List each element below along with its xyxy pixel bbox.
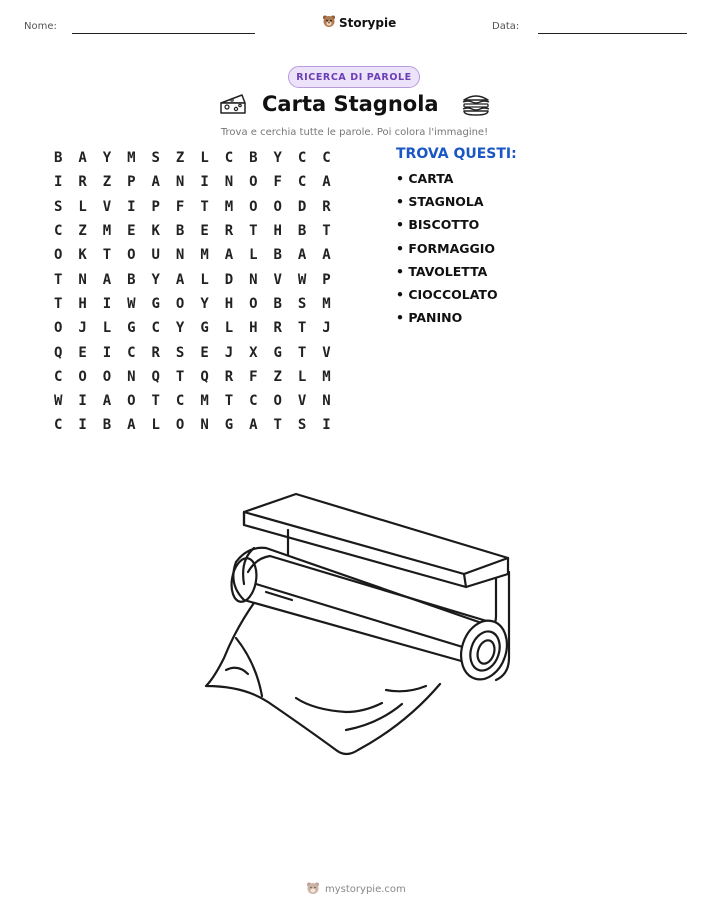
grid-letter[interactable]: A	[322, 247, 331, 264]
word-list-item: • STAGNOLA	[396, 194, 484, 210]
grid-letter[interactable]: T	[102, 247, 112, 264]
grid-letter[interactable]: G	[200, 320, 209, 337]
grid-letter[interactable]: Z	[102, 174, 112, 191]
grid-letter[interactable]: S	[175, 344, 185, 361]
name-label: Nome:	[24, 21, 57, 32]
word-list-item: • FORMAGGIO	[396, 240, 496, 256]
grid-letter[interactable]: B	[297, 223, 307, 240]
grid-letter[interactable]: Z	[78, 223, 87, 240]
grid-letter[interactable]: I	[322, 417, 331, 434]
grid-letter[interactable]: C	[249, 393, 258, 410]
grid-letter[interactable]: T	[53, 295, 63, 312]
grid-letter[interactable]: M	[102, 223, 112, 240]
grid-letter[interactable]: R	[224, 368, 234, 385]
word-list-item: • TAVOLETTA	[396, 263, 488, 279]
grid-letter[interactable]: N	[249, 271, 258, 288]
grid-letter[interactable]: C	[175, 393, 185, 410]
grid-letter[interactable]: T	[200, 198, 209, 215]
word-list-item: • CIOCCOLATO	[396, 286, 498, 302]
name-line	[72, 33, 255, 34]
word-list-item: • PANINO	[396, 310, 463, 326]
grid-letter[interactable]: O	[102, 368, 112, 385]
grid-letter[interactable]: Q	[53, 344, 63, 361]
grid-letter[interactable]: R	[224, 223, 234, 240]
grid-letter[interactable]: N	[175, 247, 185, 264]
grid-letter[interactable]: L	[78, 198, 87, 215]
brand-name: Storypie	[339, 15, 397, 30]
grid-row	[46, 243, 339, 267]
grid-letter[interactable]: Y	[200, 295, 209, 312]
grid-letter[interactable]: H	[273, 223, 282, 240]
grid-letter[interactable]: F	[175, 198, 185, 215]
grid-letter[interactable]: U	[151, 247, 160, 264]
grid-letter[interactable]: E	[127, 223, 136, 240]
grid-letter[interactable]: M	[200, 247, 209, 264]
instructions: Trova e cerchia tutte le parole. Poi colora l'immagine!	[220, 127, 489, 138]
grid-letter[interactable]: A	[78, 150, 87, 167]
grid-letter[interactable]: W	[297, 271, 307, 288]
grid-letter[interactable]: O	[273, 393, 282, 410]
grid-letter[interactable]: C	[53, 223, 63, 240]
bear-face-icon	[306, 880, 320, 899]
grid-letter[interactable]: D	[297, 198, 307, 215]
grid-letter[interactable]: O	[249, 198, 258, 215]
grid-letter[interactable]: I	[102, 295, 112, 312]
grid-letter[interactable]: L	[224, 320, 234, 337]
grid-letter[interactable]: C	[53, 417, 63, 434]
date-label: Data:	[492, 21, 520, 32]
grid-letter[interactable]: C	[322, 150, 331, 167]
grid-letter[interactable]: O	[249, 295, 258, 312]
grid-row	[46, 170, 339, 194]
grid-letter[interactable]: F	[249, 368, 258, 385]
grid-letter[interactable]: H	[249, 320, 258, 337]
grid-letter[interactable]: E	[78, 344, 87, 361]
date-line	[538, 33, 687, 34]
grid-letter[interactable]: L	[151, 417, 160, 434]
grid-letter[interactable]: M	[200, 393, 209, 410]
grid-letter[interactable]: Y	[151, 271, 160, 288]
grid-letter[interactable]: H	[224, 295, 234, 312]
grid-letter[interactable]: C	[151, 320, 160, 337]
grid-letter[interactable]: A	[102, 271, 112, 288]
grid-letter[interactable]: S	[297, 417, 307, 434]
grid-letter[interactable]: P	[127, 174, 136, 191]
sandwich-icon	[460, 91, 492, 121]
grid-letter[interactable]: V	[273, 271, 282, 288]
grid-letter[interactable]: C	[53, 368, 63, 385]
grid-letter[interactable]: I	[78, 417, 87, 434]
grid-letter[interactable]: I	[200, 174, 209, 191]
grid-letter[interactable]: E	[200, 223, 209, 240]
grid-letter[interactable]: T	[53, 271, 63, 288]
grid-letter[interactable]: A	[297, 247, 307, 264]
grid-letter[interactable]: O	[175, 417, 185, 434]
grid-letter[interactable]: W	[53, 393, 63, 410]
grid-letter[interactable]: H	[78, 295, 87, 312]
grid-letter[interactable]: Q	[200, 368, 209, 385]
grid-letter[interactable]: O	[175, 295, 185, 312]
grid-letter[interactable]: N	[200, 417, 209, 434]
grid-letter[interactable]: O	[53, 320, 63, 337]
page-title: Carta Stagnola	[262, 92, 439, 116]
grid-letter[interactable]: C	[297, 174, 307, 191]
category-badge	[288, 66, 420, 88]
grid-letter[interactable]: I	[102, 344, 112, 361]
grid-letter[interactable]: R	[151, 344, 160, 361]
grid-letter[interactable]: G	[273, 344, 282, 361]
grid-letter[interactable]: O	[249, 174, 258, 191]
grid-letter[interactable]: V	[102, 198, 112, 215]
grid-letter[interactable]: B	[127, 271, 136, 288]
grid-letter[interactable]: Y	[273, 150, 282, 167]
grid-letter[interactable]: N	[175, 174, 185, 191]
grid-letter[interactable]: G	[151, 295, 160, 312]
grid-letter[interactable]: N	[322, 393, 331, 410]
grid-row	[46, 340, 339, 364]
grid-letter[interactable]: N	[224, 174, 234, 191]
grid-letter[interactable]: A	[151, 174, 160, 191]
grid-letter[interactable]: L	[297, 368, 307, 385]
grid-letter[interactable]: Q	[151, 368, 160, 385]
grid-letter[interactable]: M	[322, 368, 331, 385]
grid-letter[interactable]: R	[322, 198, 331, 215]
grid-letter[interactable]: V	[322, 344, 331, 361]
grid-letter[interactable]: T	[297, 344, 307, 361]
grid-letter[interactable]: J	[78, 320, 87, 337]
grid-letter[interactable]: S	[151, 150, 160, 167]
grid-row	[46, 316, 339, 340]
grid-row	[46, 267, 339, 291]
category-badge-label: RICERCA DI PAROLE	[296, 71, 412, 83]
grid-letter[interactable]: T	[297, 320, 307, 337]
grid-letter[interactable]: O	[273, 198, 282, 215]
word-list-item: • CARTA	[396, 171, 454, 186]
grid-letter[interactable]: T	[249, 223, 258, 240]
grid-letter[interactable]: L	[200, 150, 209, 167]
word-list	[396, 171, 498, 333]
word-list-item: • BISCOTTO	[396, 217, 480, 233]
grid-letter[interactable]: N	[127, 368, 136, 385]
grid-letter[interactable]: R	[273, 320, 282, 337]
grid-letter[interactable]: D	[224, 271, 234, 288]
grid-letter[interactable]: I	[78, 393, 87, 410]
grid-row	[46, 413, 339, 437]
grid-letter[interactable]: C	[297, 150, 307, 167]
grid-letter[interactable]: P	[151, 198, 160, 215]
grid-letter[interactable]: M	[127, 150, 136, 167]
grid-row	[46, 195, 339, 219]
grid-letter[interactable]: Z	[273, 368, 282, 385]
grid-letter[interactable]: L	[200, 271, 209, 288]
grid-letter[interactable]: A	[102, 393, 112, 410]
grid-letter[interactable]: N	[78, 271, 87, 288]
brand-logo	[322, 13, 396, 32]
grid-letter[interactable]: Y	[175, 320, 185, 337]
footer-url: mystorypie.com	[325, 884, 406, 895]
grid-letter[interactable]: G	[224, 417, 234, 434]
grid-letter[interactable]: F	[273, 174, 282, 191]
footer	[306, 880, 406, 899]
grid-letter[interactable]: B	[273, 247, 282, 264]
grid-letter[interactable]: B	[273, 295, 282, 312]
grid-row	[46, 292, 339, 316]
grid-letter[interactable]: G	[127, 320, 136, 337]
grid-letter[interactable]: O	[127, 393, 136, 410]
grid-letter[interactable]: Z	[175, 150, 185, 167]
bear-face-icon	[322, 13, 336, 32]
grid-row	[46, 146, 339, 170]
grid-letter[interactable]: R	[78, 174, 87, 191]
word-list-title: TROVA QUESTI:	[396, 146, 517, 162]
grid-letter[interactable]: S	[297, 295, 307, 312]
grid-letter[interactable]: I	[53, 174, 63, 191]
grid-letter[interactable]: W	[127, 295, 136, 312]
grid-letter[interactable]: M	[322, 295, 331, 312]
grid-letter[interactable]: P	[322, 271, 331, 288]
grid-letter[interactable]: T	[224, 393, 234, 410]
grid-letter[interactable]: A	[322, 174, 331, 191]
grid-letter[interactable]: A	[249, 417, 258, 434]
grid-letter[interactable]: C	[224, 150, 234, 167]
grid-letter[interactable]: B	[53, 150, 63, 167]
foil-roll-illustration	[196, 488, 516, 767]
grid-letter[interactable]: V	[297, 393, 307, 410]
grid-row	[46, 365, 339, 389]
grid-row	[46, 219, 339, 243]
grid-letter[interactable]: X	[249, 344, 258, 361]
grid-letter[interactable]: M	[224, 198, 234, 215]
grid-letter[interactable]: J	[224, 344, 234, 361]
grid-letter[interactable]: I	[127, 198, 136, 215]
grid-letter[interactable]: B	[175, 223, 185, 240]
grid-row	[46, 389, 339, 413]
grid-letter[interactable]: S	[53, 198, 63, 215]
grid-letter[interactable]: B	[249, 150, 258, 167]
grid-letter[interactable]: J	[322, 320, 331, 337]
grid-letter[interactable]: O	[53, 247, 63, 264]
grid-letter[interactable]: T	[175, 368, 185, 385]
grid-letter[interactable]: O	[78, 368, 87, 385]
grid-letter[interactable]: L	[249, 247, 258, 264]
grid-letter[interactable]: K	[78, 247, 87, 264]
grid-letter[interactable]: A	[224, 247, 234, 264]
grid-letter[interactable]: E	[200, 344, 209, 361]
grid-letter[interactable]: Y	[102, 150, 112, 167]
grid-letter[interactable]: T	[322, 223, 331, 240]
grid-letter[interactable]: A	[175, 271, 185, 288]
grid-letter[interactable]: K	[151, 223, 160, 240]
grid-letter[interactable]: B	[102, 417, 112, 434]
grid-letter[interactable]: A	[127, 417, 136, 434]
grid-letter[interactable]: T	[151, 393, 160, 410]
grid-letter[interactable]: O	[127, 247, 136, 264]
grid-letter[interactable]: T	[273, 417, 282, 434]
cheese-icon	[218, 91, 248, 121]
word-search-grid	[46, 146, 339, 438]
grid-letter[interactable]: C	[127, 344, 136, 361]
grid-letter[interactable]: L	[102, 320, 112, 337]
